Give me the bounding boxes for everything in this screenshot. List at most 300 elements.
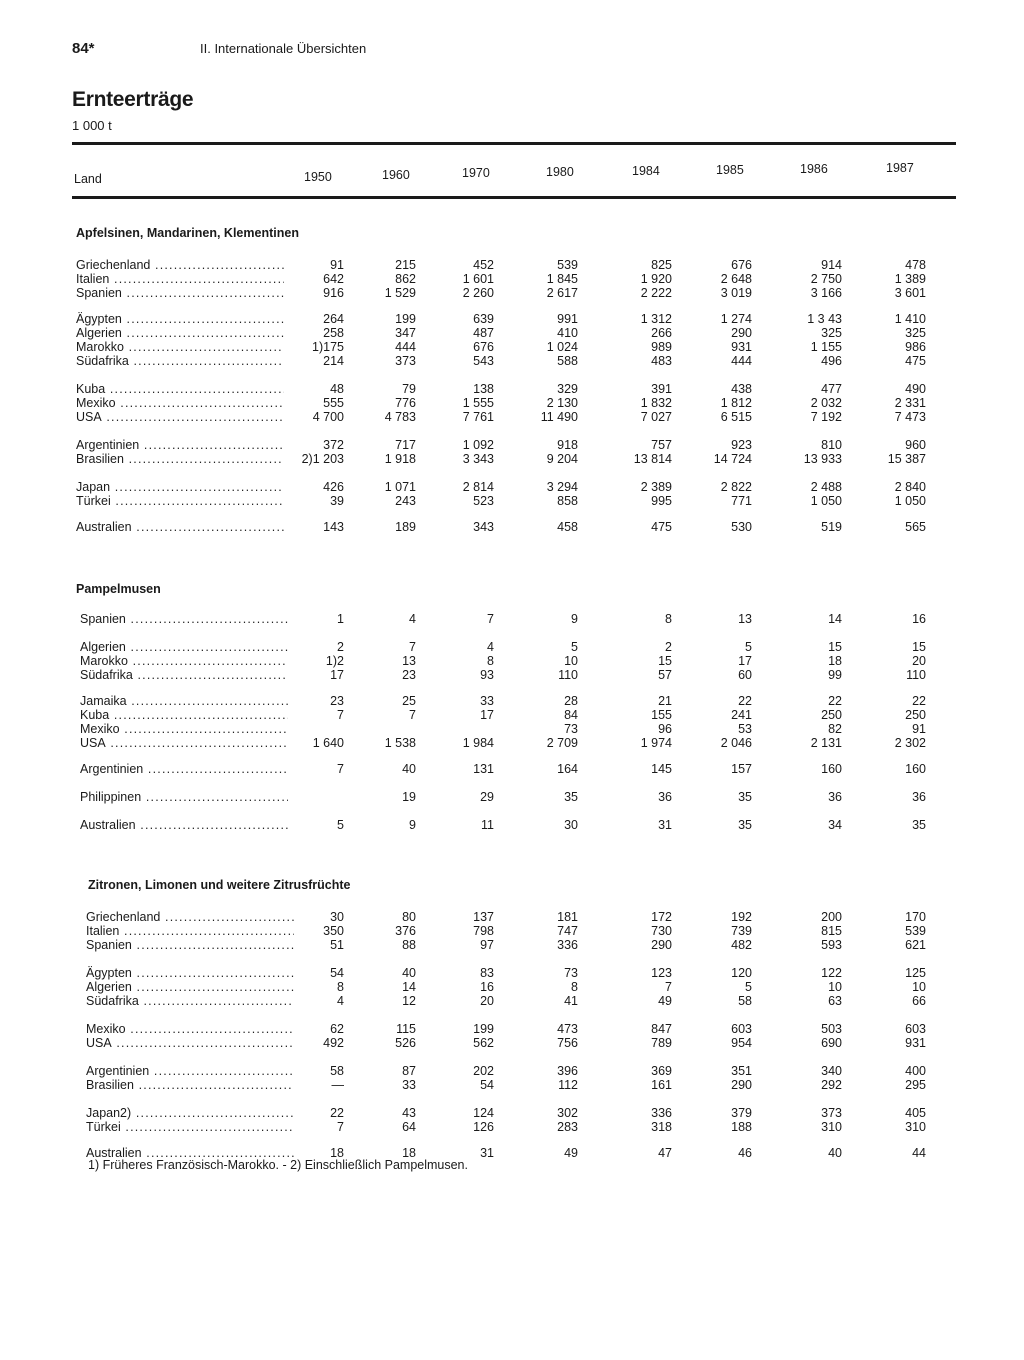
- table-cell: 918: [557, 438, 578, 452]
- table-cell: 7 027: [640, 410, 672, 424]
- table-cell: 112: [558, 1078, 578, 1092]
- table-cell: 989: [651, 340, 672, 354]
- table-cell: 36: [658, 790, 672, 804]
- country-name: Spanien .....: [80, 612, 288, 626]
- country-name: Australien .....: [76, 520, 284, 534]
- table-cell: 264: [323, 312, 344, 326]
- country-name: Kuba .....: [80, 708, 288, 722]
- table-cell: 9: [409, 818, 416, 832]
- table-cell: 73: [564, 722, 578, 736]
- table-cell: 143: [323, 520, 344, 534]
- table-cell: 444: [731, 354, 752, 368]
- table-cell: 192: [731, 910, 752, 924]
- table-cell: 5: [571, 640, 578, 654]
- country-name: Italien .....: [76, 272, 284, 286]
- country-name: USA .....: [76, 410, 284, 424]
- table-cell: 3 343: [462, 452, 494, 466]
- country-name: USA .....: [86, 1036, 294, 1050]
- table-cell: 376: [395, 924, 416, 938]
- country-name: Südafrika .....: [80, 668, 288, 682]
- table-cell: 82: [828, 722, 842, 736]
- table-cell: 20: [912, 654, 926, 668]
- column-header-year: 1987: [886, 161, 914, 175]
- table-cell: 49: [564, 1146, 578, 1160]
- table-cell: 188: [731, 1120, 752, 1134]
- table-cell: 36: [912, 790, 926, 804]
- table-cell: 475: [905, 354, 926, 368]
- table-cell: 16: [912, 612, 926, 626]
- table-cell: 170: [905, 910, 926, 924]
- table-cell: 1 529: [384, 286, 416, 300]
- table-cell: 18: [330, 1146, 344, 1160]
- table-cell: 10: [912, 980, 926, 994]
- table-cell: 391: [651, 382, 672, 396]
- table-cell: 58: [738, 994, 752, 1008]
- table-cell: 17: [330, 668, 344, 682]
- column-header-year: 1985: [716, 163, 744, 177]
- table-row: [0, 520, 1024, 534]
- table-cell: 17: [480, 708, 494, 722]
- table-cell: 19: [402, 790, 416, 804]
- table-cell: 2 814: [462, 480, 494, 494]
- table-cell: 562: [473, 1036, 494, 1050]
- country-name: Griechenland .....: [86, 910, 294, 924]
- table-cell: 33: [480, 694, 494, 708]
- table-cell: 16: [480, 980, 494, 994]
- table-cell: 1 984: [462, 736, 494, 750]
- country-name: Japan2) .....: [86, 1106, 294, 1120]
- table-row: [0, 1078, 1024, 1092]
- country-name: Mexiko .....: [76, 396, 284, 410]
- table-cell: 7: [409, 708, 416, 722]
- table-cell: 64: [402, 1120, 416, 1134]
- table-cell: 49: [658, 994, 672, 1008]
- table-cell: 8: [571, 980, 578, 994]
- table-cell: 858: [557, 494, 578, 508]
- table-cell: 2 840: [894, 480, 926, 494]
- table-cell: 5: [745, 980, 752, 994]
- header-rule: [72, 196, 956, 199]
- table-row: [0, 1064, 1024, 1078]
- table-row: [0, 272, 1024, 286]
- country-name: Ägypten .....: [86, 966, 294, 980]
- table-cell: 798: [473, 924, 494, 938]
- table-cell: 3 019: [720, 286, 752, 300]
- footnote: 1) Früheres Französisch-Marokko. - 2) Einschließlich Pampelmusen.: [88, 1158, 468, 1172]
- table-cell: 83: [480, 966, 494, 980]
- table-cell: 35: [912, 818, 926, 832]
- table-cell: 350: [323, 924, 344, 938]
- table-cell: 54: [480, 1078, 494, 1092]
- country-name: Italien .....: [86, 924, 294, 938]
- table-cell: 373: [395, 354, 416, 368]
- table-cell: 2 750: [810, 272, 842, 286]
- table-cell: 54: [330, 966, 344, 980]
- table-cell: 2 130: [546, 396, 578, 410]
- table-cell: 1 555: [462, 396, 494, 410]
- table-cell: 13: [402, 654, 416, 668]
- country-name: Brasilien .....: [86, 1078, 294, 1092]
- table-row: [0, 818, 1024, 832]
- country-name: Algerien .....: [80, 640, 288, 654]
- table-row: [0, 668, 1024, 682]
- country-name: Mexiko .....: [80, 722, 288, 736]
- table-cell: 10: [564, 654, 578, 668]
- table-cell: 5: [337, 818, 344, 832]
- table-cell: 1 920: [640, 272, 672, 286]
- table-row: [0, 980, 1024, 994]
- column-header-year: 1950: [304, 170, 332, 184]
- table-cell: 20: [480, 994, 494, 1008]
- table-cell: 7: [487, 612, 494, 626]
- table-cell: 22: [330, 1106, 344, 1120]
- table-cell: 444: [395, 340, 416, 354]
- country-name: Australien .....: [86, 1146, 294, 1160]
- table-cell: 2 046: [720, 736, 752, 750]
- table-cell: 41: [564, 994, 578, 1008]
- table-cell: 87: [402, 1064, 416, 1078]
- table-cell: 523: [473, 494, 494, 508]
- table-cell: 11: [481, 818, 494, 832]
- table-cell: 57: [658, 668, 672, 682]
- table-cell: 757: [651, 438, 672, 452]
- country-name: Brasilien .....: [76, 452, 284, 466]
- table-cell: 369: [651, 1064, 672, 1078]
- table-cell: 31: [480, 1146, 494, 1160]
- table-cell: 2 648: [720, 272, 752, 286]
- column-header-year: 1970: [462, 166, 490, 180]
- table-row: [0, 1036, 1024, 1050]
- table-cell: 302: [557, 1106, 578, 1120]
- table-cell: 336: [651, 1106, 672, 1120]
- table-cell: 372: [323, 438, 344, 452]
- table-cell: 405: [905, 1106, 926, 1120]
- table-cell: 2: [665, 640, 672, 654]
- table-cell: 776: [395, 396, 416, 410]
- section-title: II. Internationale Übersichten: [200, 41, 367, 56]
- table-cell: 13: [738, 612, 752, 626]
- table-cell: 290: [731, 326, 752, 340]
- table-cell: 676: [731, 258, 752, 272]
- table-cell: 717: [395, 438, 416, 452]
- table-cell: 10: [828, 980, 842, 994]
- table-cell: 73: [564, 966, 578, 980]
- table-cell: 539: [557, 258, 578, 272]
- country-name: Algerien .....: [86, 980, 294, 994]
- table-cell: 621: [905, 938, 926, 952]
- table-cell: 603: [905, 1022, 926, 1036]
- table-cell: 847: [651, 1022, 672, 1036]
- table-cell: 1 812: [720, 396, 752, 410]
- table-row: [0, 286, 1024, 300]
- table-row: [0, 736, 1024, 750]
- table-cell: 6 515: [720, 410, 752, 424]
- table-cell: 30: [564, 818, 578, 832]
- table-cell: 438: [731, 382, 752, 396]
- table-cell: 62: [330, 1022, 344, 1036]
- table-cell: 1 918: [384, 452, 416, 466]
- table-cell: 310: [821, 1120, 842, 1134]
- table-cell: 11 490: [540, 410, 578, 424]
- table-cell: 17: [738, 654, 752, 668]
- table-cell: 1 155: [810, 340, 842, 354]
- table-cell: 2 709: [546, 736, 578, 750]
- table-cell: 8: [487, 654, 494, 668]
- table-cell: 283: [557, 1120, 578, 1134]
- country-name: Argentinien .....: [86, 1064, 294, 1078]
- table-cell: 1: [337, 612, 344, 626]
- table-cell: 810: [821, 438, 842, 452]
- table-cell: 340: [821, 1064, 842, 1078]
- table-cell: 126: [473, 1120, 494, 1134]
- table-cell: 53: [738, 722, 752, 736]
- table-cell: 519: [821, 520, 842, 534]
- table-cell: 690: [821, 1036, 842, 1050]
- table-cell: 164: [557, 762, 578, 776]
- table-cell: 588: [557, 354, 578, 368]
- table-cell: 4: [409, 612, 416, 626]
- table-cell: 995: [651, 494, 672, 508]
- table-row: [0, 694, 1024, 708]
- table-cell: 526: [395, 1036, 416, 1050]
- table-cell: 138: [473, 382, 494, 396]
- table-cell: 36: [828, 790, 842, 804]
- column-header-year: 1986: [800, 162, 828, 176]
- table-cell: 862: [395, 272, 416, 286]
- table-cell: 400: [905, 1064, 926, 1078]
- table-cell: 473: [557, 1022, 578, 1036]
- table-cell: 15: [912, 640, 926, 654]
- table-cell: 5: [745, 640, 752, 654]
- table-cell: 530: [731, 520, 752, 534]
- table-cell: 250: [821, 708, 842, 722]
- table-cell: 960: [905, 438, 926, 452]
- table-cell: 91: [912, 722, 926, 736]
- table-cell: 2 389: [640, 480, 672, 494]
- table-row: [0, 494, 1024, 508]
- table-cell: 1 050: [810, 494, 842, 508]
- table-cell: 181: [557, 910, 578, 924]
- country-name: Südafrika .....: [86, 994, 294, 1008]
- table-cell: 160: [821, 762, 842, 776]
- table-cell: 9: [571, 612, 578, 626]
- table-row: [0, 910, 1024, 924]
- table-row: [0, 480, 1024, 494]
- table-cell: 1 092: [462, 438, 494, 452]
- table-cell: 490: [905, 382, 926, 396]
- table-cell: 325: [905, 326, 926, 340]
- table-cell: 458: [557, 520, 578, 534]
- table-cell: 343: [473, 520, 494, 534]
- group-title: Pampelmusen: [76, 582, 161, 596]
- country-name: Türkei .....: [76, 494, 284, 508]
- table-cell: 593: [821, 938, 842, 952]
- table-row: [0, 452, 1024, 466]
- table-cell: 1 538: [384, 736, 416, 750]
- table-cell: 603: [731, 1022, 752, 1036]
- table-cell: 43: [402, 1106, 416, 1120]
- table-cell: 7: [337, 1120, 344, 1134]
- table-cell: 266: [651, 326, 672, 340]
- table-cell: 96: [658, 722, 672, 736]
- table-cell: 329: [557, 382, 578, 396]
- table-cell: 7: [409, 640, 416, 654]
- table-row: [0, 708, 1024, 722]
- table-cell: 410: [557, 326, 578, 340]
- table-cell: 40: [402, 762, 416, 776]
- table-cell: 815: [821, 924, 842, 938]
- table-cell: 2 617: [546, 286, 578, 300]
- table-cell: 565: [905, 520, 926, 534]
- table-row: [0, 762, 1024, 776]
- table-cell: 97: [480, 938, 494, 952]
- table-cell: 51: [330, 938, 344, 952]
- table-cell: 2)1 203: [301, 452, 344, 466]
- table-cell: 496: [821, 354, 842, 368]
- table-row: [0, 938, 1024, 952]
- table-cell: 336: [557, 938, 578, 952]
- table-cell: 4: [487, 640, 494, 654]
- table-cell: 18: [402, 1146, 416, 1160]
- table-cell: 642: [323, 272, 344, 286]
- table-cell: 4 700: [312, 410, 344, 424]
- table-cell: 492: [323, 1036, 344, 1050]
- table-cell: 3 294: [546, 480, 578, 494]
- table-cell: 15: [828, 640, 842, 654]
- table-row: [0, 340, 1024, 354]
- table-cell: 2 331: [894, 396, 926, 410]
- table-cell: 310: [905, 1120, 926, 1134]
- country-name: Marokko .....: [76, 340, 284, 354]
- table-cell: 22: [912, 694, 926, 708]
- table-cell: 145: [651, 762, 672, 776]
- table-cell: 93: [480, 668, 494, 682]
- unit-label: 1 000 t: [72, 118, 112, 133]
- table-cell: 1 024: [546, 340, 578, 354]
- table-cell: 295: [905, 1078, 926, 1092]
- table-cell: 543: [473, 354, 494, 368]
- table-cell: 124: [473, 1106, 494, 1120]
- table-cell: 1 274: [720, 312, 752, 326]
- table-cell: 539: [905, 924, 926, 938]
- table-cell: 35: [564, 790, 578, 804]
- table-cell: 58: [330, 1064, 344, 1078]
- table-cell: 34: [828, 818, 842, 832]
- table-cell: 318: [651, 1120, 672, 1134]
- table-cell: 1 410: [894, 312, 926, 326]
- table-cell: 172: [651, 910, 672, 924]
- table-cell: 157: [731, 762, 752, 776]
- table-cell: 7: [337, 708, 344, 722]
- table-cell: 23: [330, 694, 344, 708]
- table-cell: 954: [731, 1036, 752, 1050]
- table-cell: 747: [557, 924, 578, 938]
- table-row: [0, 654, 1024, 668]
- table-cell: 63: [828, 994, 842, 1008]
- table-cell: 2 822: [720, 480, 752, 494]
- table-cell: 2 488: [810, 480, 842, 494]
- table-row: [0, 326, 1024, 340]
- table-cell: 31: [658, 818, 672, 832]
- table-cell: 487: [473, 326, 494, 340]
- table-cell: 47: [658, 1146, 672, 1160]
- country-name: Griechenland .....: [76, 258, 284, 272]
- table-row: [0, 966, 1024, 980]
- country-name: Spanien .....: [86, 938, 294, 952]
- table-cell: 373: [821, 1106, 842, 1120]
- table-cell: 137: [473, 910, 494, 924]
- table-cell: 214: [323, 354, 344, 368]
- table-cell: 33: [402, 1078, 416, 1092]
- table-cell: 478: [905, 258, 926, 272]
- table-cell: 986: [905, 340, 926, 354]
- table-cell: 396: [557, 1064, 578, 1078]
- country-name: Jamaika .....: [80, 694, 288, 708]
- table-row: [0, 924, 1024, 938]
- country-name: Algerien .....: [76, 326, 284, 340]
- table-cell: 99: [828, 668, 842, 682]
- table-cell: 40: [828, 1146, 842, 1160]
- page-title: Ernteerträge: [72, 88, 194, 111]
- table-cell: 12: [402, 994, 416, 1008]
- column-header-land: Land: [74, 172, 102, 186]
- table-cell: 475: [651, 520, 672, 534]
- country-name: USA .....: [80, 736, 288, 750]
- column-header-year: 1984: [632, 164, 660, 178]
- table-cell: 91: [330, 258, 344, 272]
- table-cell: 639: [473, 312, 494, 326]
- table-cell: 122: [821, 966, 842, 980]
- table-cell: 730: [651, 924, 672, 938]
- table-cell: 916: [323, 286, 344, 300]
- table-row: [0, 640, 1024, 654]
- table-row: [0, 438, 1024, 452]
- table-cell: 66: [912, 994, 926, 1008]
- table-cell: 789: [651, 1036, 672, 1050]
- table-cell: 7 761: [462, 410, 494, 424]
- table-cell: 258: [323, 326, 344, 340]
- table-row: [0, 258, 1024, 272]
- table-cell: 250: [905, 708, 926, 722]
- table-cell: 28: [564, 694, 578, 708]
- table-cell: 426: [323, 480, 344, 494]
- table-cell: 1 312: [640, 312, 672, 326]
- table-cell: 1 389: [894, 272, 926, 286]
- table-row: [0, 612, 1024, 626]
- table-cell: 35: [738, 818, 752, 832]
- country-name: Kuba .....: [76, 382, 284, 396]
- table-cell: 4: [337, 994, 344, 1008]
- page-number: 84*: [72, 40, 95, 57]
- table-cell: 351: [731, 1064, 752, 1078]
- table-cell: 3 166: [810, 286, 842, 300]
- table-cell: 199: [395, 312, 416, 326]
- table-cell: 4 783: [384, 410, 416, 424]
- table-cell: 115: [396, 1022, 416, 1036]
- table-cell: 676: [473, 340, 494, 354]
- table-cell: 2 222: [640, 286, 672, 300]
- table-cell: 555: [323, 396, 344, 410]
- table-row: [0, 790, 1024, 804]
- table-cell: 80: [402, 910, 416, 924]
- country-name: Japan .....: [76, 480, 284, 494]
- country-name: Philippinen .....: [80, 790, 288, 804]
- table-cell: 756: [557, 1036, 578, 1050]
- table-cell: 44: [912, 1146, 926, 1160]
- table-cell: 292: [821, 1078, 842, 1092]
- table-cell: 9 204: [546, 452, 578, 466]
- country-name: Marokko .....: [80, 654, 288, 668]
